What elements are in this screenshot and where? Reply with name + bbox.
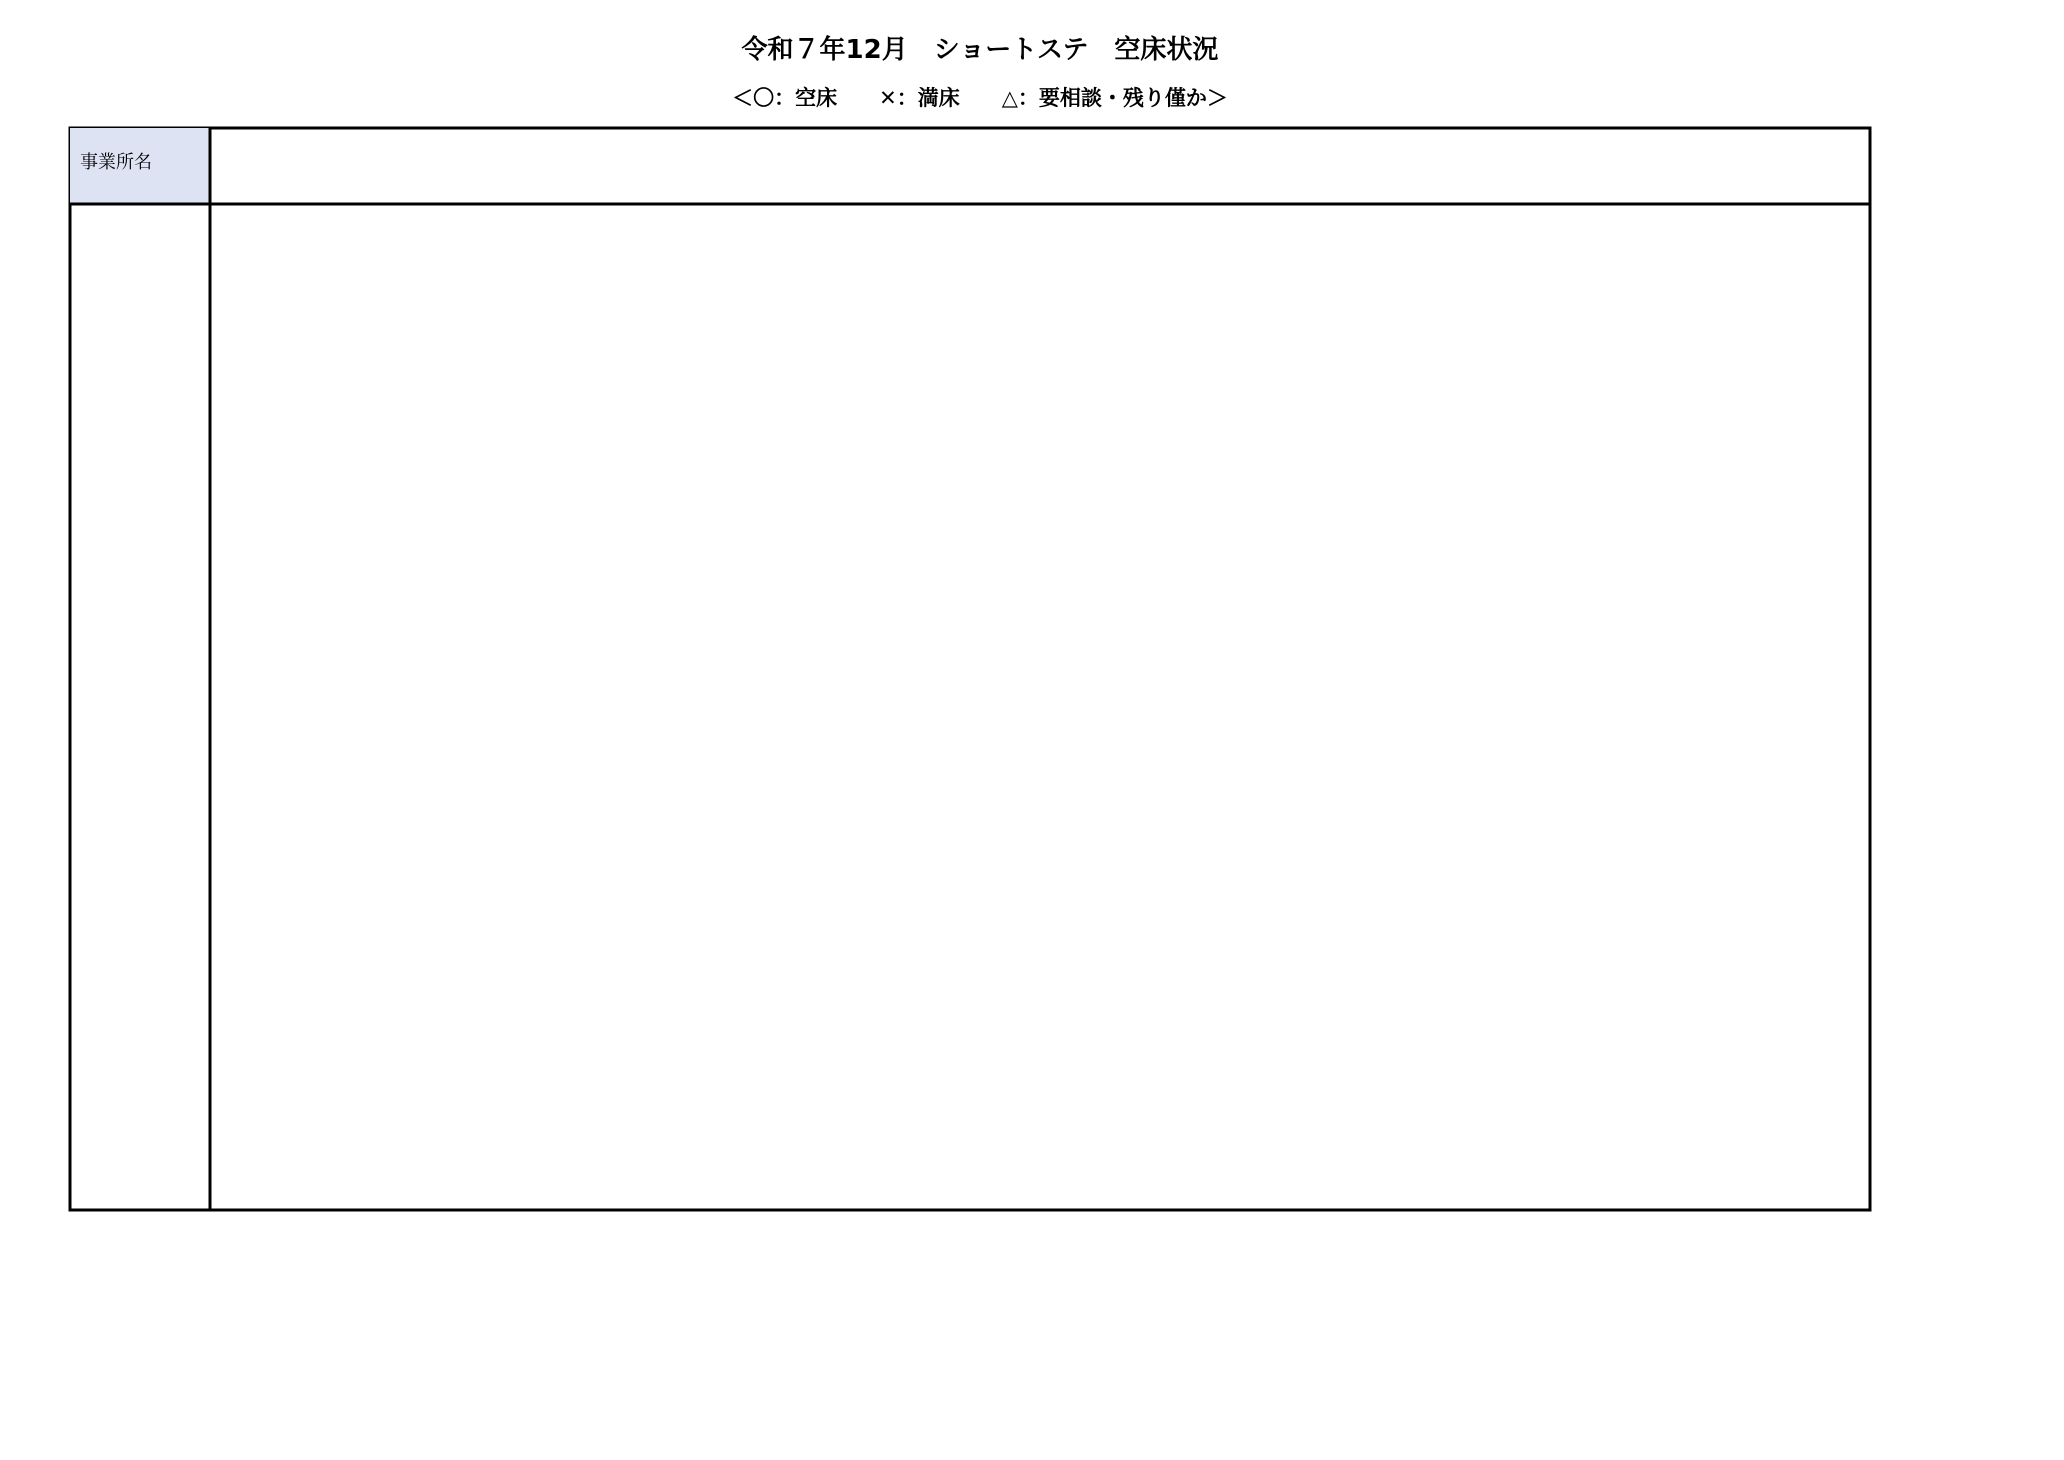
legend: ＜〇：空床 ✕：満床 △：要相談・残り僅か＞: [732, 86, 1228, 110]
facility-header: 事業所名: [80, 152, 152, 173]
page-title: 令和７年12月 ショートステ 空床状況: [741, 35, 1219, 65]
